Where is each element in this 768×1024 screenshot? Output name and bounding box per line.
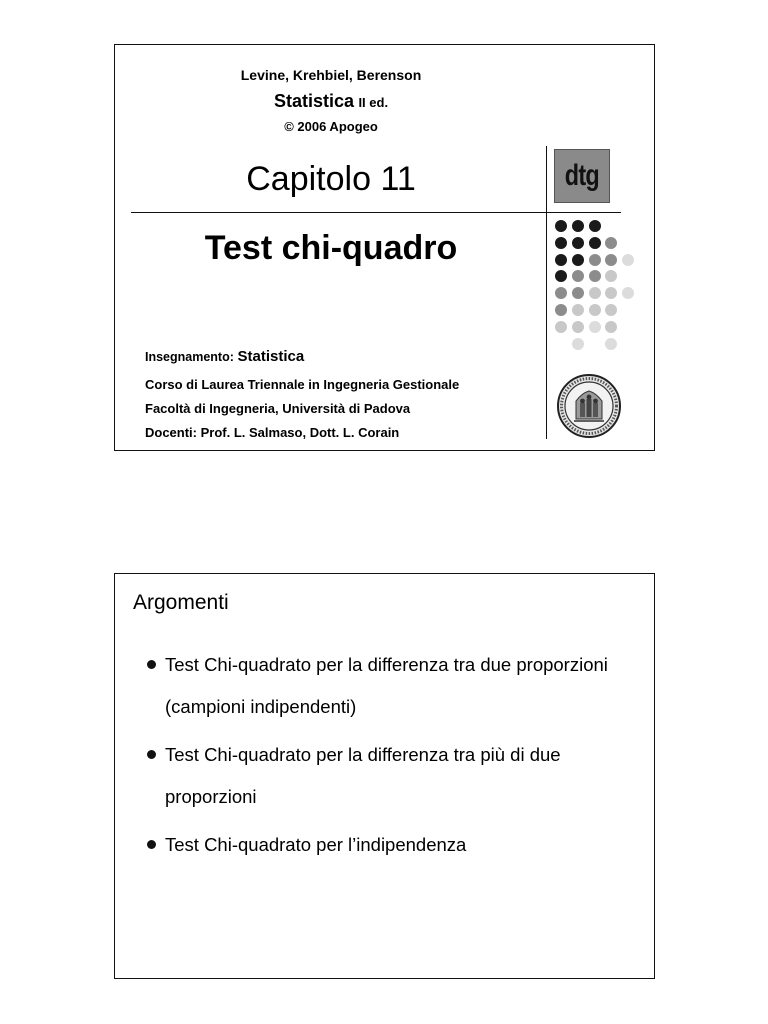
course-label: Insegnamento: xyxy=(145,350,234,364)
teachers-line: Docenti: Prof. L. Salmaso, Dott. L. Corain xyxy=(145,425,400,440)
book-title: Statistica xyxy=(273,91,354,111)
decorative-dot xyxy=(622,254,634,266)
decorative-dot xyxy=(605,321,617,333)
decorative-dot xyxy=(589,321,601,333)
decorative-dot-grid xyxy=(555,220,645,360)
topic-item xyxy=(145,824,645,866)
book-title-line xyxy=(115,91,547,112)
decorative-dot xyxy=(589,220,601,232)
decorative-dot xyxy=(605,338,617,350)
decorative-dot xyxy=(555,304,567,316)
bullet-icon xyxy=(147,750,156,759)
decorative-dot xyxy=(622,287,634,299)
book-edition: II ed. xyxy=(358,95,389,110)
decorative-dot xyxy=(555,270,567,282)
decorative-dot xyxy=(589,237,601,249)
topic-text: Test Chi-quadrato per la differenza tra due proporzioni (campioni indipendenti) xyxy=(165,654,608,717)
topic-text: Test Chi-quadrato per l’indipendenza xyxy=(165,834,467,855)
slide-title xyxy=(114,44,655,451)
book-authors: Levine, Krehbiel, Berenson xyxy=(240,67,422,83)
topics-title: Argomenti xyxy=(133,591,229,614)
bullet-icon xyxy=(147,840,156,849)
decorative-dot xyxy=(572,338,584,350)
decorative-dot xyxy=(605,287,617,299)
vertical-divider xyxy=(546,146,547,439)
decorative-dot xyxy=(572,321,584,333)
course-line xyxy=(145,348,304,365)
horizontal-divider xyxy=(131,212,621,213)
dtg-logo xyxy=(554,149,610,203)
decorative-dot xyxy=(572,287,584,299)
degree-line: Corso di Laurea Triennale in Ingegneria Gestionale xyxy=(145,377,460,392)
topics-list xyxy=(145,644,645,872)
decorative-dot xyxy=(572,220,584,232)
topic-text: Test Chi-quadrato per la differenza tra più di due proporzioni xyxy=(165,744,561,807)
decorative-dot xyxy=(572,304,584,316)
decorative-dot xyxy=(589,270,601,282)
decorative-dot xyxy=(555,220,567,232)
slide-subtitle: Test chi-quadro xyxy=(204,229,458,267)
decorative-dot xyxy=(605,270,617,282)
topic-item xyxy=(145,644,645,728)
course-name: Statistica xyxy=(237,348,305,365)
decorative-dot xyxy=(605,237,617,249)
topic-item xyxy=(145,734,645,818)
decorative-dot xyxy=(605,304,617,316)
decorative-dot xyxy=(605,254,617,266)
slide-topics xyxy=(114,573,655,979)
decorative-dot xyxy=(555,254,567,266)
decorative-dot xyxy=(589,304,601,316)
dtg-logo-text: dtg xyxy=(564,159,600,192)
bullet-icon xyxy=(147,660,156,669)
university-seal-icon xyxy=(556,373,622,439)
decorative-dot xyxy=(589,254,601,266)
decorative-dot xyxy=(555,287,567,299)
decorative-dot xyxy=(572,270,584,282)
decorative-dot xyxy=(555,321,567,333)
faculty-line: Facoltà di Ingegneria, Università di Padova xyxy=(145,401,411,416)
chapter-title: Capitolo 11 xyxy=(246,160,416,198)
book-copyright: © 2006 Apogeo xyxy=(284,119,378,134)
decorative-dot xyxy=(572,237,584,249)
decorative-dot xyxy=(572,254,584,266)
decorative-dot xyxy=(589,287,601,299)
decorative-dot xyxy=(555,237,567,249)
